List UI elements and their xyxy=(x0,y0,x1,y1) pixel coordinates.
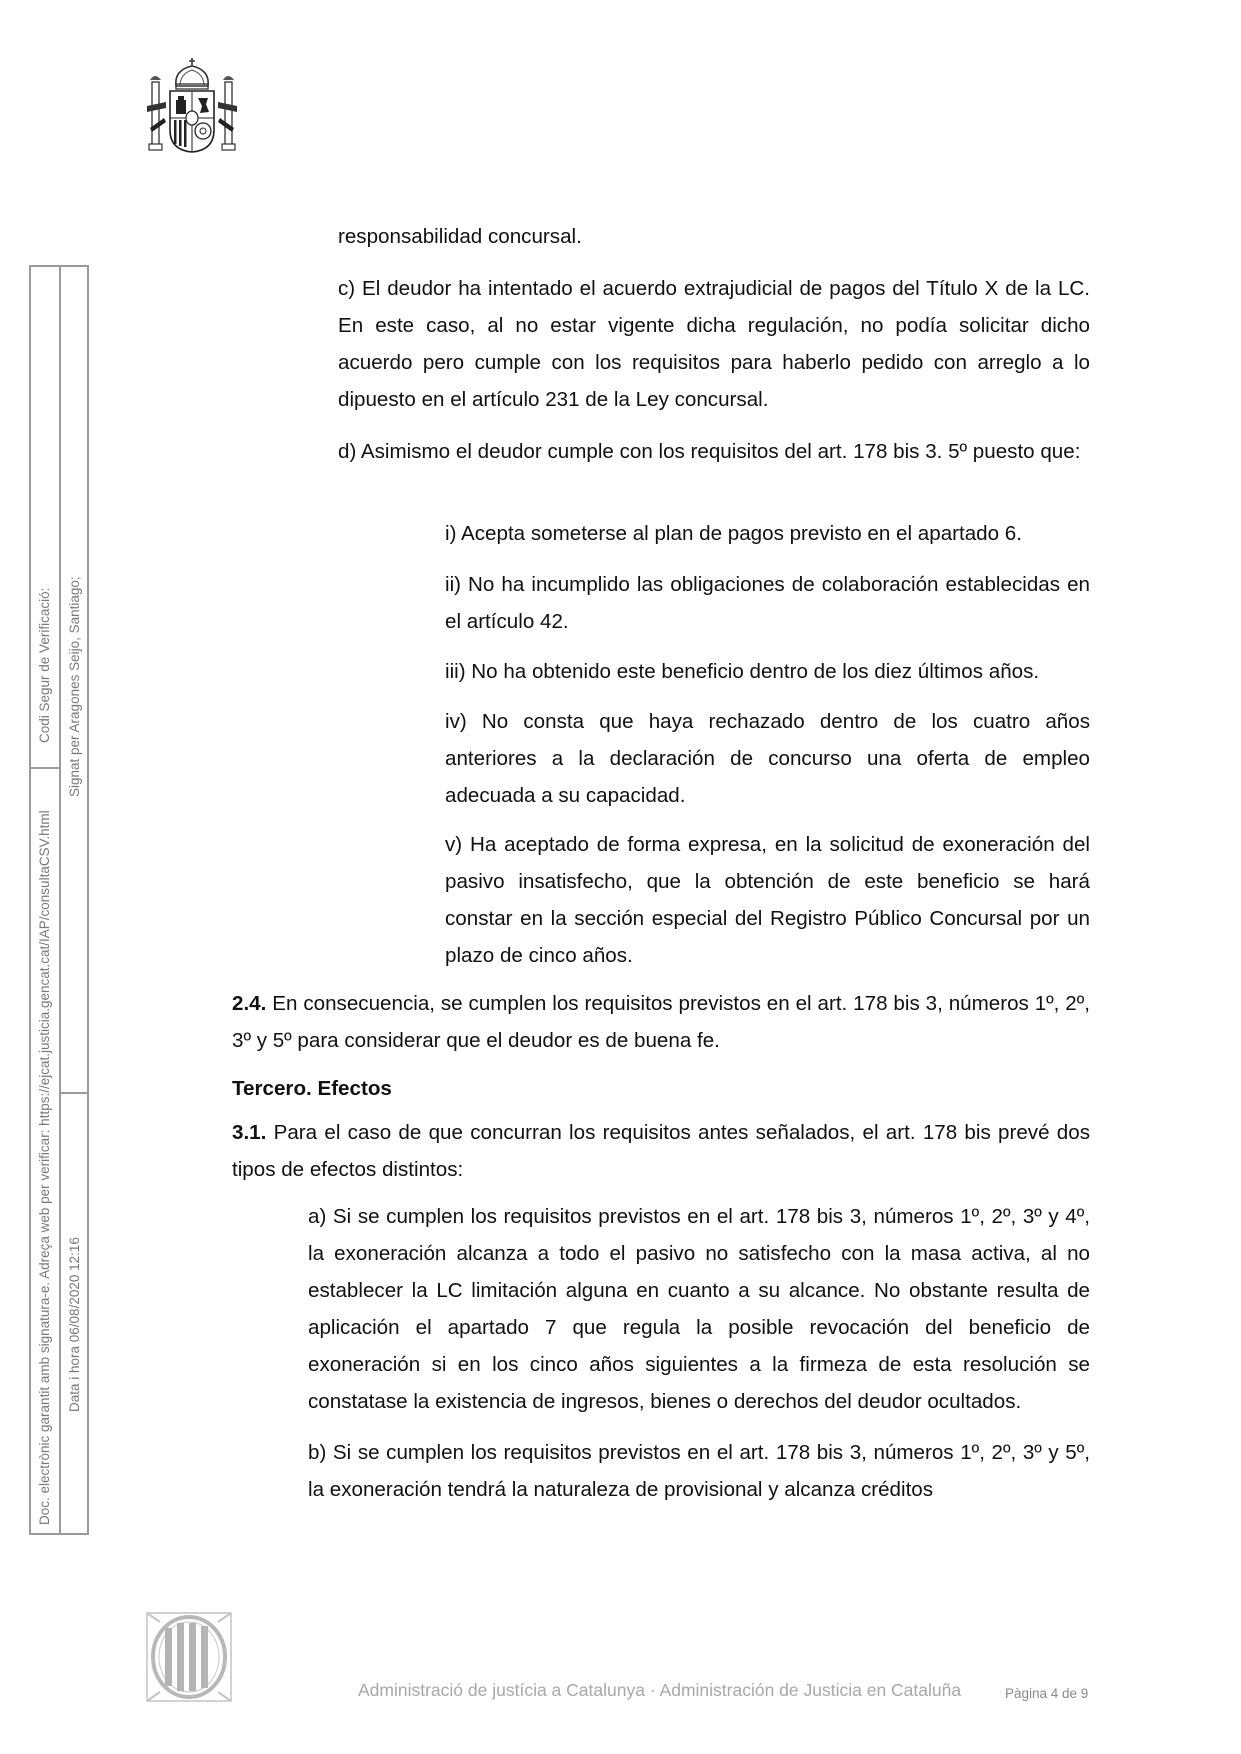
section-number-3-1: 3.1. xyxy=(232,1121,267,1144)
paragraph-responsabilidad: responsabilidad concursal. xyxy=(338,225,582,248)
paragraph-b: b) Si se cumplen los requisitos previstos en el art. 178 bis 3, números 1º, 2º, 3º y 5º, la exoneración tendrá la naturaleza de provisional y alcanza créditos xyxy=(308,1441,1090,1501)
verification-sidebar xyxy=(29,265,89,1535)
list-item: iii) No ha obtenido este beneficio dentro de los diez últimos años. xyxy=(445,660,1040,683)
catalonia-coat-of-arms-icon xyxy=(146,1612,232,1702)
paragraph-3-1-text: Para el caso de que concurran los requisitos antes señalados, el art. 178 bis prevé dos tipos de efectos distintos: xyxy=(232,1121,1090,1181)
sidebar-divider xyxy=(59,267,61,1533)
sidebar-separator-right xyxy=(61,1092,89,1094)
paragraph-2-4 xyxy=(232,985,1090,1059)
signed-by-text: Signat per Aragones Seijo, Santiago; xyxy=(67,576,82,797)
paragraph-3-1 xyxy=(232,1114,1090,1188)
signature-datetime: Data i hora 06/08/2020 12:16 xyxy=(67,1237,82,1412)
paragraph-2-4-text: En consecuencia, se cumplen los requisitos previstos en el art. 178 bis 3, números 1º, 2º, 3º y 5º para considerar que el deudor es de buena fe. xyxy=(232,992,1090,1052)
list-item: ii) No ha incumplido las obligaciones de colaboración establecidas en el artículo 42. xyxy=(445,573,1090,633)
footer-administration-text: Administració de justícia a Catalunya · Administración de Justicia en Cataluña xyxy=(358,1680,962,1700)
section-number-2-4: 2.4. xyxy=(232,992,267,1015)
spain-coat-of-arms-icon xyxy=(146,56,238,154)
page-number: Pàgina 4 de 9 xyxy=(1005,1686,1089,1701)
list-item: i) Acepta someterse al plan de pagos previsto en el apartado 6. xyxy=(445,522,1022,545)
list-item: iv) No consta que haya rechazado dentro de los cuatro años anteriores a la declaración de concurso una oferta de empleo adecuada a su capacidad. xyxy=(445,710,1090,807)
csv-label: Codi Segur de Verificació: xyxy=(37,587,52,743)
paragraph-a: a) Si se cumplen los requisitos previstos en el art. 178 bis 3, números 1º, 2º, 3º y 4º, la exoneración alcanza a todo el pasivo no satisfecho con la masa activa, al no establecer la LC limitación alguna en cuanto a su alcance. No obstante resulta de aplicación el apartado 7 que regula la posible revocación del beneficio de exoneración si en los cinco años siguientes a la firmeza de esta resolución se constatase la existencia de ingresos, bienes o derechos del deudor ocultados. xyxy=(308,1205,1090,1413)
section-heading-tercero: Tercero. Efectos xyxy=(232,1077,392,1100)
sidebar-separator-left xyxy=(31,767,59,769)
verification-url-text[interactable]: Doc. electrònic garantit amb signatura-e. Adreça web per verificar: https://ejcat.justicia.gencat.cat/IAP/consultaCSV.html xyxy=(37,810,52,1525)
list-item: v) Ha aceptado de forma expresa, en la solicitud de exoneración del pasivo insatisfecho, que la obtención de este beneficio se hará constar en la sección especial del Registro Público Concursal por un plazo de cinco años. xyxy=(445,833,1090,967)
paragraph-c: c) El deudor ha intentado el acuerdo extrajudicial de pagos del Título X de la LC. En este caso, al no estar vigente dicha regulación, no podía solicitar dicho acuerdo pero cumple con los requisitos para haberlo pedido con arreglo a lo dipuesto en el artículo 231 de la Ley concursal. xyxy=(338,277,1090,411)
paragraph-d: d) Asimismo el deudor cumple con los requisitos del art. 178 bis 3. 5º puesto que: xyxy=(338,440,1081,463)
